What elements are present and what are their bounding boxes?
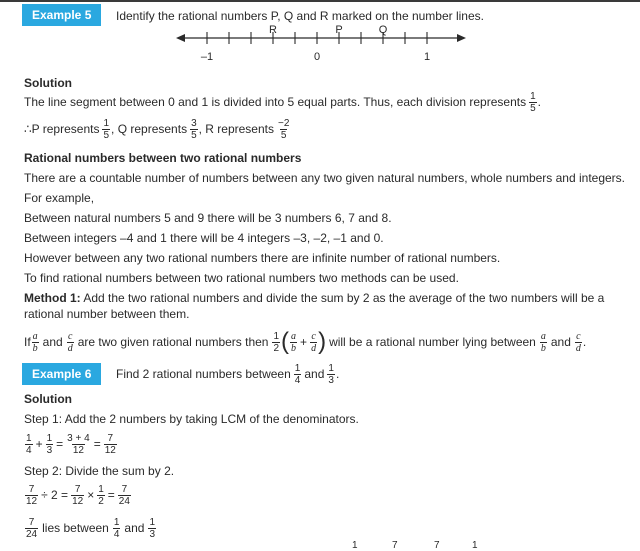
left-paren: (: [281, 328, 290, 355]
fraction-a-b: $\frac{a}{b}$: [32, 330, 38, 354]
number-line-left-arrow: [176, 34, 185, 42]
example-5-badge: Example 5: [22, 4, 101, 26]
fraction: $\frac{7}{12}$: [72, 483, 84, 507]
fraction-c-d: $\frac{c}{d}$: [575, 330, 581, 354]
result-text: will be a rational number lying between: [329, 335, 536, 349]
q-represents-text: , Q represents: [111, 122, 188, 136]
period: .: [335, 367, 340, 381]
paragraph-2: For example,: [24, 191, 95, 205]
fraction: $\frac{1}{4}$: [294, 362, 301, 386]
paragraph-6: To find rational numbers between two rational numbers two methods can be used.: [24, 271, 459, 285]
formula-line: [24, 327, 586, 357]
p-fraction: $\frac{1}{5}$: [103, 117, 110, 141]
paragraph-4: Between integers –4 and 1 there will be 4 integers –3, –2, –1 and 0.: [24, 231, 384, 245]
fraction: $\frac{7}{12}$: [104, 432, 116, 456]
fraction-c-d: $\frac{c}{d}$: [67, 330, 73, 354]
fraction: $\frac{3 + 4}{12}$: [67, 432, 90, 456]
fraction: $\frac{7}{24}$: [26, 516, 38, 540]
fraction-a-b: $\frac{a}{b}$: [540, 330, 546, 354]
pqr-line: [24, 117, 291, 141]
fraction: $\frac{1}{3}$: [149, 516, 155, 540]
section-heading: Rational numbers between two rational numbers: [24, 151, 302, 165]
and-text: and: [42, 335, 63, 349]
cutoff-digit: 1: [352, 540, 358, 551]
conclusion-line: [24, 514, 157, 542]
solution-line-1: [24, 90, 541, 114]
cutoff-digit: 1: [472, 540, 478, 551]
and-text: and: [304, 367, 325, 381]
equals-sign: =: [56, 437, 64, 451]
label-r: R: [269, 24, 277, 36]
and-text: and: [124, 521, 145, 535]
if-text: If: [24, 335, 31, 349]
fraction-a-b: $\frac{a}{b}$: [291, 330, 297, 354]
fraction: $\frac{7}{12}$: [26, 483, 38, 507]
tick-label-0: 0: [313, 51, 321, 63]
r-represents-text: , R represents: [198, 122, 274, 136]
right-paren: ): [318, 328, 327, 355]
method-1-text: Add the two rational numbers and divide the sum by 2 as the average of the two numbers will be a: [80, 291, 605, 305]
period: .: [582, 335, 587, 349]
label-q: Q: [378, 24, 388, 36]
cutoff-digit: 7: [392, 540, 398, 551]
example-5-question: Identify the rational numbers P, Q and R marked on the number lines.: [116, 9, 484, 23]
equals-sign: =: [107, 488, 115, 502]
fraction: $\frac{1}{3}$: [46, 432, 53, 456]
fraction: $\frac{1}{4}$: [26, 432, 32, 456]
q-fraction: $\frac{3}{5}$: [191, 117, 197, 141]
step-2-text: Step 2: Divide the sum by 2.: [24, 464, 175, 478]
method-1-line-2: rational number between them.: [24, 307, 190, 321]
divide-expression: ÷ 2 =: [41, 488, 69, 502]
lies-between-text: lies between: [42, 521, 109, 535]
plus-sign: +: [35, 437, 43, 451]
number-line: [176, 22, 466, 66]
equation-1: [24, 430, 118, 458]
method-1-label: Method 1:: [24, 291, 81, 305]
fraction: $\frac{1}{4}$: [113, 516, 120, 540]
label-p: P: [335, 24, 343, 36]
condition-text: are two given rational numbers then: [77, 335, 269, 349]
paragraph-1: There are a countable number of numbers between any two given natural numbers, whole numbers and integers.: [24, 171, 626, 185]
number-line-right-arrow: [457, 34, 466, 42]
equation-2: [24, 481, 132, 509]
and-text: and: [550, 335, 571, 349]
example-6-badge: Example 6: [22, 363, 101, 385]
p-represents-text: P represents: [31, 122, 100, 136]
fraction-c-d: $\frac{c}{d}$: [311, 330, 317, 354]
solution-line-1-text: The line segment between 0 and 1 is divided into 5 equal parts. Thus, each division represents: [24, 95, 527, 109]
half-fraction: $\frac{1}{2}$: [273, 330, 280, 354]
solution-heading: Solution: [24, 76, 72, 90]
fraction: $\frac{1}{5}$: [530, 90, 536, 114]
times-sign: ×: [87, 488, 95, 502]
plus-sign: +: [300, 335, 308, 349]
therefore-symbol: ∴: [24, 122, 32, 136]
method-1-line-1: [24, 291, 604, 305]
paragraph-5: However between any two rational numbers there are infinite number of rational numbers.: [24, 251, 501, 265]
paragraph-3: Between natural numbers 5 and 9 there will be 3 numbers 6, 7 and 8.: [24, 211, 392, 225]
example-6-question-text: Find 2 rational numbers between: [116, 367, 291, 381]
top-border: [0, 0, 640, 2]
step-1-text: Step 1: Add the 2 numbers by taking LCM of the denominators.: [24, 412, 359, 426]
period: .: [537, 95, 541, 109]
fraction: $\frac{1}{2}$: [98, 483, 104, 507]
tick-label-neg1: –1: [200, 51, 214, 63]
equals-sign: =: [93, 437, 101, 451]
fraction: $\frac{1}{3}$: [328, 362, 334, 386]
tick-label-1: 1: [423, 51, 431, 63]
solution-heading: Solution: [24, 392, 72, 406]
example-6-question: [116, 362, 339, 386]
cutoff-digit: 7: [434, 540, 440, 551]
r-fraction: $\frac{-2}{5}$: [278, 117, 290, 141]
fraction: $\frac{7}{24}$: [118, 483, 130, 507]
